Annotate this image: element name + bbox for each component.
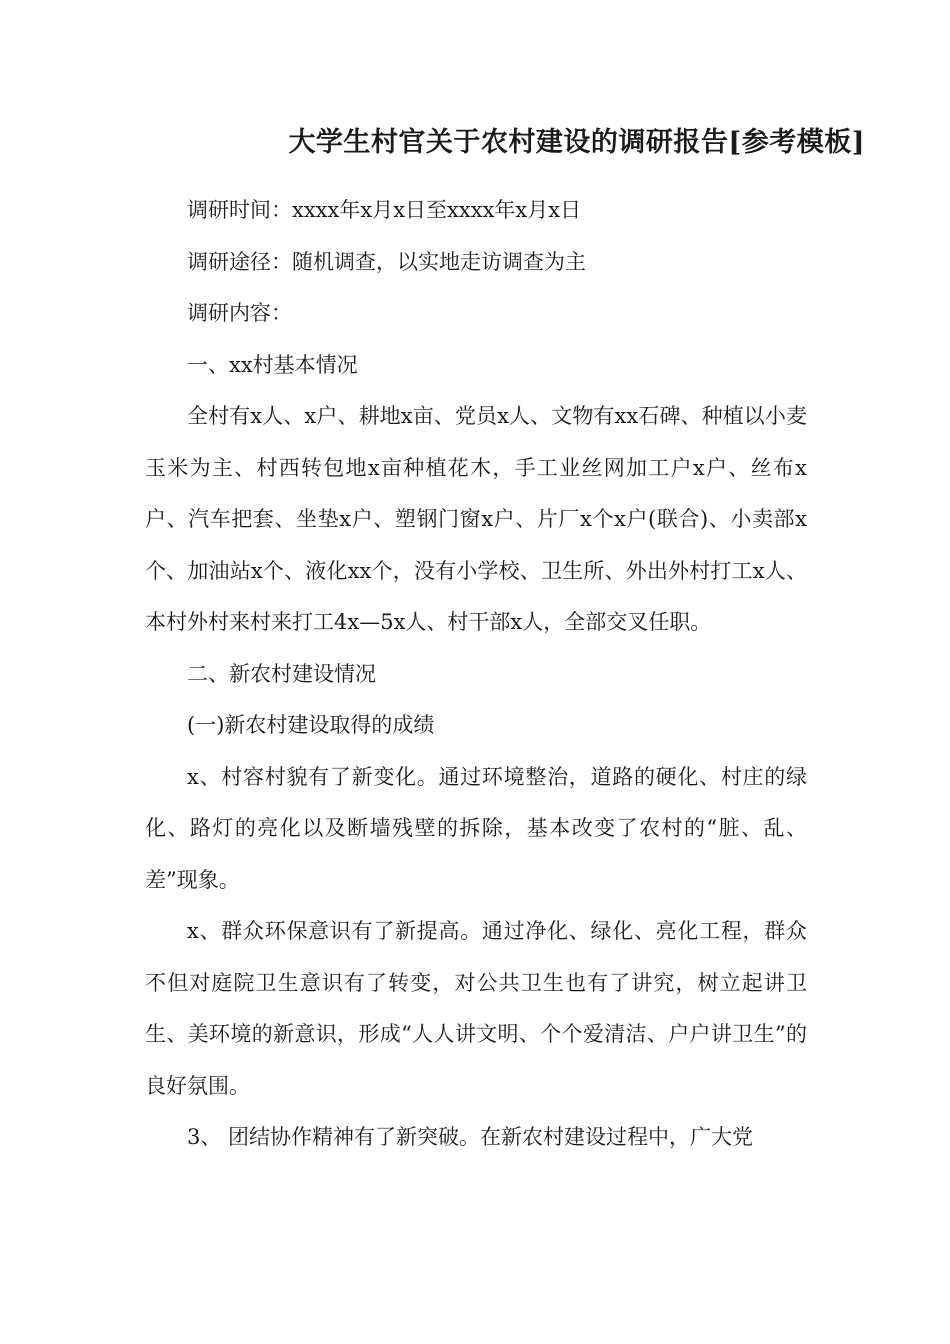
paragraph-achievement-village-appearance: x、村容村貌有了新变化。通过环境整治，道路的硬化、村庄的绿化、路灯的亮化以及断墙残壁的拆除，基本改变了农村的“脏、乱、差”现象。 [145, 764, 807, 892]
paragraph-survey-content: 调研内容： [187, 301, 292, 325]
paragraph-achievement-teamwork: 3、 团结协作精神有了新突破。在新农村建设过程中，广大党 [187, 1125, 754, 1149]
document-body [145, 185, 807, 1164]
paragraph-survey-method: 调研途径：随机调查，以实地走访调查为主 [187, 249, 586, 274]
section-heading-village-basics: 一、xx村基本情况 [187, 352, 358, 377]
paragraph-achievement-environmental-awareness: x、群众环保意识有了新提高。通过净化、绿化、亮化工程，群众不但对庭院卫生意识有了转变，对公共卫生也有了讲究，树立起讲卫生、美环境的新意识，形成“人人讲文明、个个爱清洁、户户讲卫生”的良好氛围。 [145, 919, 807, 1098]
paragraph-survey-time: 调研时间：xxxx年x月x日至xxxx年x月x日 [187, 198, 582, 222]
subsection-heading-achievements: (一)新农村建设取得的成绩 [187, 713, 435, 737]
document-title: 大学生村官关于农村建设的调研报告[参考模板] [288, 127, 865, 158]
section-heading-new-village-construction: 二、新农村建设情况 [187, 661, 376, 686]
paragraph-village-basics: 全村有x人、x户、耕地x亩、党员x人、文物有xx石碑、种植以小麦玉米为主、村西转包地x亩种植花木，手工业丝网加工户x户、丝布x户、汽车把套、坐垫x户、塑钢门窗x户、片厂x个x户(联合)、小卖部x个、加油站x个、液化xx个，没有小学校、卫生所、外出外村打工x人、本村外村来村来打工4x—5x人、村干部x人，全部交叉任职。 [145, 404, 807, 634]
